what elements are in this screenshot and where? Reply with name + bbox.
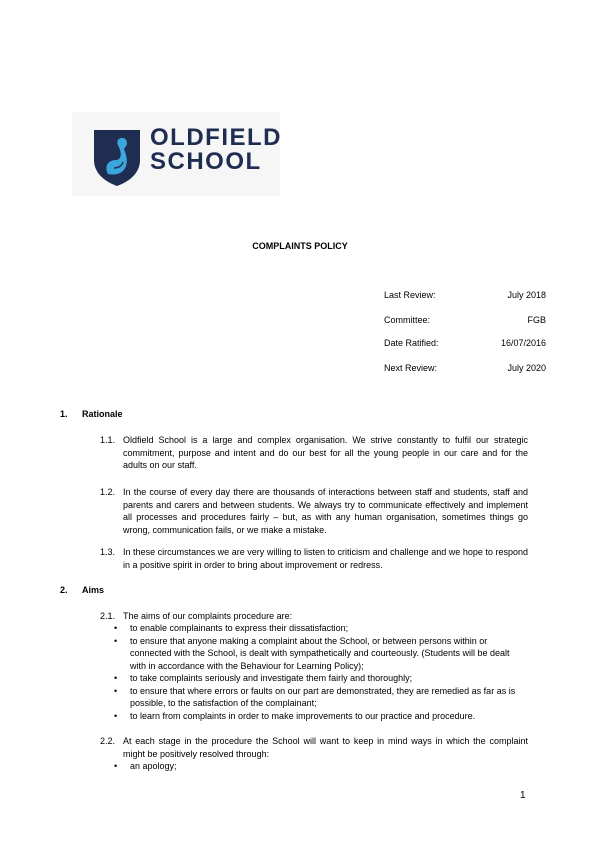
school-logo-wordmark xyxy=(150,126,282,174)
paragraph-number: 1.2. xyxy=(100,487,116,497)
paragraph-text: In these circumstances we are very willing to listen to criticism and challenge and we hope to respond in a positive spirit in order to bring about improvement or redress. xyxy=(123,547,528,570)
list-item-text: to enable complainants to express their dissatisfaction; xyxy=(130,623,349,633)
list-item xyxy=(100,672,528,685)
section-number: 1. xyxy=(60,409,68,419)
section-title: Aims xyxy=(82,585,105,595)
document-title: COMPLAINTS POLICY xyxy=(252,241,348,251)
meta-label: Next Review: xyxy=(384,363,438,373)
section-heading-rationale xyxy=(60,409,123,419)
meta-value: 16/07/2016 xyxy=(500,338,546,348)
meta-row-committee xyxy=(384,315,546,325)
list-item-text: to ensure that anyone making a complaint about the School, or between persons within or connected with the School, is dealt with sympathetically and courteously. (Students will be dealt with in accordance with the Behaviour for Learning Policy); xyxy=(130,635,510,671)
paragraph-number: 1.1. xyxy=(100,435,116,445)
bullet-icon: • xyxy=(114,623,118,633)
meta-value: July 2020 xyxy=(507,363,546,373)
meta-row-next-review xyxy=(384,363,546,373)
logo-line-2: SCHOOL xyxy=(150,148,262,175)
meta-row-date-ratified xyxy=(384,338,546,348)
bullet-icon: • xyxy=(114,761,118,771)
list-item xyxy=(100,622,528,635)
paragraph-number: 2.2. xyxy=(100,736,116,746)
paragraph-1-1 xyxy=(100,434,528,472)
paragraph-2-2 xyxy=(100,735,528,760)
list-item-text: to learn from complaints in order to make improvements to our practice and procedure. xyxy=(130,710,476,721)
list-item xyxy=(100,710,528,723)
list-item xyxy=(100,635,528,673)
paragraph-1-3 xyxy=(100,546,528,571)
list-item-text: to ensure that where errors or faults on our part are demonstrated, they are remedied as far as is possible, to the satisfaction of the complainant; xyxy=(130,685,516,708)
bullet-icon: • xyxy=(114,685,118,696)
list-item-text: to take complaints seriously and investigate them fairly and thoroughly; xyxy=(130,673,413,683)
resolution-bullet-list xyxy=(100,760,528,773)
paragraph-text: Oldfield School is a large and complex organisation. We strive constantly to fulfil our strategic commitment, purpose and intent and do our best for all the young people in our care and for the adults on our staff. xyxy=(123,435,528,470)
meta-value: July 2018 xyxy=(507,290,546,300)
paragraph-2-1 xyxy=(100,610,528,623)
paragraph-text: In the course of every day there are thousands of interactions between staff and students, staff and parents and carers and between students. We always try to communicate effectively and implement all processes and procedures fairly – but, as with any human organisation, sometimes things go wrong, communication fails, or we make a mistake. xyxy=(123,487,528,535)
bullet-icon: • xyxy=(114,635,118,646)
meta-label: Committee: xyxy=(384,315,431,325)
meta-row-last-review xyxy=(384,290,546,300)
paragraph-1-2 xyxy=(100,486,528,536)
meta-label: Date Ratified: xyxy=(384,338,439,348)
page-number: 1 xyxy=(520,790,526,801)
section-heading-aims xyxy=(60,585,104,595)
meta-value: FGB xyxy=(527,315,546,325)
list-item xyxy=(100,760,528,773)
paragraph-number: 1.3. xyxy=(100,547,116,557)
list-item-text: an apology; xyxy=(130,761,177,771)
meta-label: Last Review: xyxy=(384,290,436,300)
paragraph-text: At each stage in the procedure the School will want to keep in mind ways in which the complaint might be positively resolved through: xyxy=(123,736,528,759)
logo-line-1: OLDFIELD xyxy=(150,124,282,151)
section-number: 2. xyxy=(60,585,68,595)
bullet-icon: • xyxy=(114,710,118,721)
bullet-icon: • xyxy=(114,673,118,683)
aims-bullet-list xyxy=(100,622,528,722)
school-crest-icon xyxy=(94,130,140,186)
list-item xyxy=(100,685,528,710)
paragraph-number: 2.1. xyxy=(100,611,116,621)
paragraph-text: The aims of our complaints procedure are: xyxy=(123,611,293,621)
section-title: Rationale xyxy=(82,409,123,419)
